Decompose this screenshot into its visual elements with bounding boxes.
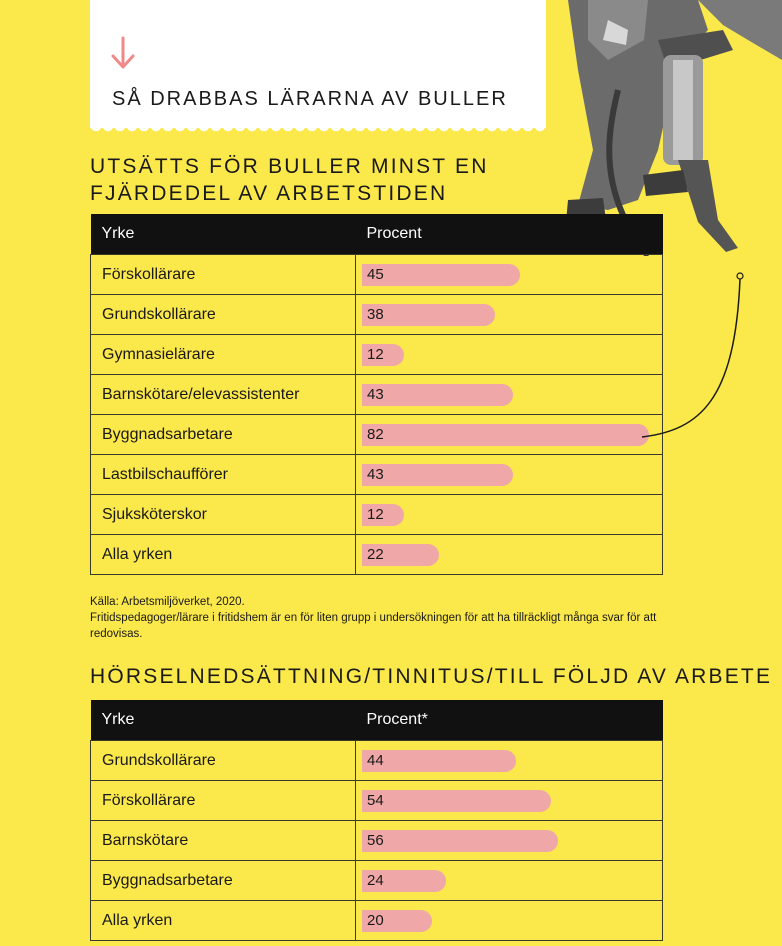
- row-label: Byggnadsarbetare: [91, 415, 356, 455]
- bar-value-label: 56: [367, 832, 384, 849]
- header-box: [90, 0, 546, 128]
- table1-title-line1: UTSÄTTS FÖR BULLER MINST EN: [90, 155, 489, 178]
- table-header-row: [91, 214, 663, 255]
- row-label: Sjuksköterskor: [91, 495, 356, 535]
- table-header-row: [91, 700, 663, 741]
- bar-value-label: 38: [367, 306, 384, 323]
- bar-cell: [356, 335, 663, 375]
- column-header-procent: Procent: [356, 214, 663, 255]
- bar-value-label: 12: [367, 506, 384, 523]
- table-row: [91, 255, 663, 295]
- bar-value-label: 44: [367, 752, 384, 769]
- table-row: [91, 455, 663, 495]
- page-title: SÅ DRABBAS LÄRARNA AV BULLER: [112, 88, 508, 110]
- noise-exposure-table: [90, 214, 663, 575]
- table-row: [91, 741, 663, 781]
- table-row: [91, 295, 663, 335]
- bar-cell: [356, 495, 663, 535]
- row-label: Barnskötare/elevassistenter: [91, 375, 356, 415]
- bar-cell: [356, 415, 663, 455]
- table-row: [91, 495, 663, 535]
- bar-value-label: 45: [367, 266, 384, 283]
- row-label: Förskollärare: [91, 255, 356, 295]
- row-label: Grundskollärare: [91, 741, 356, 781]
- bar-cell: [356, 255, 663, 295]
- bar-cell: [356, 455, 663, 495]
- table-row: [91, 375, 663, 415]
- column-header-procent: Procent*: [356, 700, 663, 741]
- table1-title-line2: FJÄRDEDEL AV ARBETSTIDEN: [90, 182, 448, 205]
- table-row: [91, 335, 663, 375]
- bar-value-label: 82: [367, 426, 384, 443]
- bar-value-label: 43: [367, 466, 384, 483]
- bar-value-label: 24: [367, 872, 384, 889]
- bar-value-label: 22: [367, 546, 384, 563]
- row-label: Lastbilschaufförer: [91, 455, 356, 495]
- table-row: [91, 415, 663, 455]
- bar: [362, 830, 558, 852]
- row-label: Förskollärare: [91, 781, 356, 821]
- bar: [362, 264, 520, 286]
- row-label: Alla yrken: [91, 535, 356, 575]
- bar: [362, 464, 513, 486]
- row-label: Gymnasielärare: [91, 335, 356, 375]
- table-row: [91, 781, 663, 821]
- bar-value-label: 20: [367, 912, 384, 929]
- bar-cell: [356, 375, 663, 415]
- row-label: Alla yrken: [91, 901, 356, 941]
- bar-cell: [356, 901, 663, 941]
- table1-title: [90, 153, 489, 207]
- bar: [362, 424, 649, 446]
- hearing-damage-table: [90, 700, 663, 941]
- bar-value-label: 54: [367, 792, 384, 809]
- arrow-down-icon: [110, 36, 136, 70]
- source-note: [90, 594, 690, 642]
- bar-cell: [356, 821, 663, 861]
- header-edge: [90, 126, 546, 134]
- row-label: Grundskollärare: [91, 295, 356, 335]
- bar-cell: [356, 781, 663, 821]
- table-row: [91, 861, 663, 901]
- column-header-yrke: Yrke: [91, 214, 356, 255]
- table-row: [91, 821, 663, 861]
- table-row: [91, 535, 663, 575]
- bar: [362, 790, 551, 812]
- bar-cell: [356, 295, 663, 335]
- bar-cell: [356, 741, 663, 781]
- column-header-yrke: Yrke: [91, 700, 356, 741]
- bar: [362, 384, 513, 406]
- bar-value-label: 12: [367, 346, 384, 363]
- table-row: [91, 901, 663, 941]
- source-line: Källa: Arbetsmiljöverket, 2020.: [90, 596, 245, 608]
- bar-cell: [356, 861, 663, 901]
- bar-cell: [356, 535, 663, 575]
- bar: [362, 750, 516, 772]
- row-label: Barnskötare: [91, 821, 356, 861]
- row-label: Byggnadsarbetare: [91, 861, 356, 901]
- source-footnote: Fritidspedagoger/lärare i fritidshem är en för liten grupp i undersökningen för att ha tillräckligt många svar för att redovisas.: [90, 612, 657, 640]
- bar-value-label: 43: [367, 386, 384, 403]
- table2-title: HÖRSELNEDSÄTTNING/TINNITUS/TILL FÖLJD AV ARBETE: [90, 665, 773, 688]
